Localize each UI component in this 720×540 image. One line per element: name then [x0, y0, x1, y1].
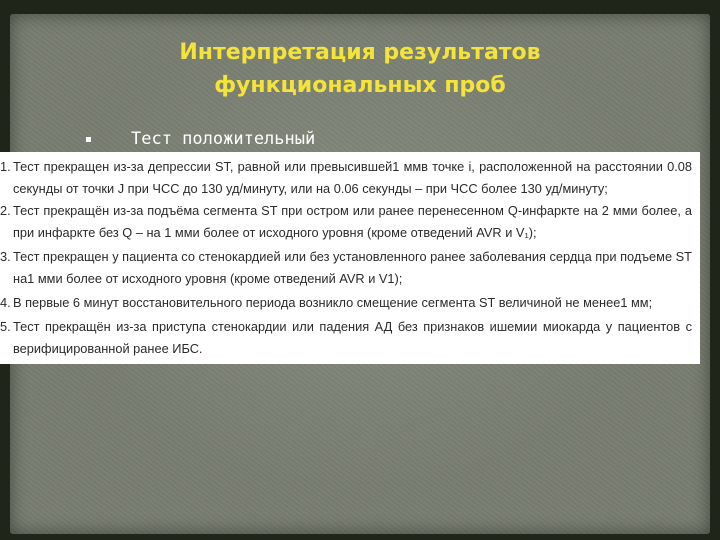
- criterion-number: 5.: [0, 319, 11, 334]
- slide-title: [60, 36, 660, 102]
- criterion-1-line-2: [0, 180, 692, 198]
- criterion-text: при инфаркте без Q – на 1 мми более от исходного уровня (кроме отведений AVR и V₁);: [13, 225, 537, 240]
- criterion-3-line-2: [0, 270, 692, 288]
- criteria-box: [0, 152, 700, 364]
- criterion-number: 1.: [0, 159, 11, 174]
- criterion-text: Тест прекращен у пациента со стенокардией или без установленного ранее заболевания сердца при подъеме ST: [13, 249, 692, 264]
- criterion-5-line-1: [0, 318, 692, 336]
- title-line-1: Интерпретация результатов: [179, 40, 541, 65]
- title-line-2: функциональных проб: [214, 73, 506, 98]
- criterion-text: секунды от точки J при ЧСС до 130 уд/минуту, или на 0.06 секунды – при ЧСС более 130 уд/минуту;: [13, 181, 608, 196]
- bullet-item: [86, 126, 315, 152]
- criterion-1-line-1: [0, 158, 692, 176]
- criterion-text: на1 мми более от исходного уровня (кроме отведений AVR и V1);: [13, 271, 403, 286]
- criterion-5-line-2: [0, 340, 692, 358]
- criterion-number: 2.: [0, 203, 11, 218]
- bullet-text: Тест положительный: [131, 129, 316, 149]
- criterion-4-line-1: [0, 294, 692, 312]
- criterion-2-line-2: [0, 224, 692, 242]
- criterion-number: 4.: [0, 295, 11, 310]
- bullet-square-icon: [86, 137, 91, 142]
- criterion-text: верифицированной ранее ИБС.: [13, 341, 203, 356]
- criterion-2-line-1: [0, 202, 692, 220]
- criterion-3-line-1: [0, 248, 692, 266]
- criterion-text: Тест прекращён из-за подъёма сегмента ST при остром или ранее перенесенном Q-инфаркте на 2 мми более, а: [13, 203, 692, 218]
- criterion-text: Тест прекращен из-за депрессии ST, равной или превысившей1 ммв точке i, расположенной на расстоянии 0.08: [13, 159, 692, 174]
- criterion-number: 3.: [0, 249, 11, 264]
- criterion-text: Тест прекращён из-за приступа стенокардии или падения АД без признаков ишемии миокарда у пациентов с: [13, 319, 692, 334]
- criterion-text: В первые 6 минут восстановительного периода возникло смещение сегмента ST величиной не менее1 мм;: [13, 295, 653, 310]
